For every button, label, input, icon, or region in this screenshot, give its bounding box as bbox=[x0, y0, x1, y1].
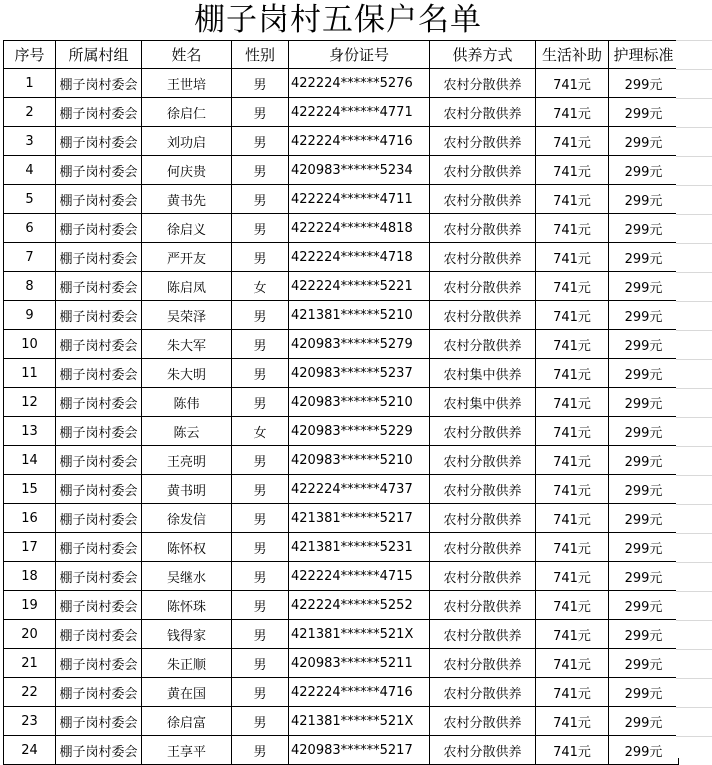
cell-care[interactable]: 299元 bbox=[609, 127, 679, 156]
gridline bbox=[676, 678, 712, 679]
gridline bbox=[676, 649, 712, 650]
table-row bbox=[4, 98, 679, 127]
cell-village[interactable]: 棚子岗村委会 bbox=[56, 301, 142, 330]
table-row bbox=[4, 243, 679, 272]
cell-care[interactable]: 299元 bbox=[609, 707, 679, 736]
cell-support[interactable]: 农村分散供养 bbox=[430, 736, 536, 765]
cell-village[interactable]: 棚子岗村委会 bbox=[56, 707, 142, 736]
cell-subsidy[interactable]: 741元 bbox=[536, 678, 609, 707]
cell-support[interactable]: 农村分散供养 bbox=[430, 272, 536, 301]
table-row bbox=[4, 620, 679, 649]
table-row bbox=[4, 504, 679, 533]
gridline bbox=[676, 533, 712, 534]
cell-support[interactable]: 农村集中供养 bbox=[430, 359, 536, 388]
cell-support[interactable]: 农村分散供养 bbox=[430, 446, 536, 475]
header-name[interactable]: 姓名 bbox=[142, 41, 232, 69]
cell-village[interactable]: 棚子岗村委会 bbox=[56, 243, 142, 272]
cell-village[interactable]: 棚子岗村委会 bbox=[56, 533, 142, 562]
cell-care[interactable]: 299元 bbox=[609, 678, 679, 707]
cell-id[interactable]: 420983******5211 bbox=[289, 649, 430, 678]
cell-care[interactable]: 299元 bbox=[609, 417, 679, 446]
cell-support[interactable]: 农村分散供养 bbox=[430, 620, 536, 649]
table-row bbox=[4, 388, 679, 417]
cell-gender[interactable]: 男 bbox=[232, 475, 289, 504]
cell-village[interactable]: 棚子岗村委会 bbox=[56, 127, 142, 156]
gridline bbox=[676, 243, 712, 244]
cell-name[interactable]: 朱大军 bbox=[142, 330, 232, 359]
cell-gender[interactable]: 男 bbox=[232, 243, 289, 272]
cell-village[interactable]: 棚子岗村委会 bbox=[56, 359, 142, 388]
cell-name[interactable]: 何庆贵 bbox=[142, 156, 232, 185]
cell-village[interactable]: 棚子岗村委会 bbox=[56, 417, 142, 446]
empty-column-area bbox=[676, 0, 712, 758]
cell-id[interactable]: 420983******5237 bbox=[289, 359, 430, 388]
cell-support[interactable]: 农村分散供养 bbox=[430, 707, 536, 736]
cell-id[interactable]: 421381******5231 bbox=[289, 533, 430, 562]
table-row bbox=[4, 330, 679, 359]
cell-care[interactable]: 299元 bbox=[609, 301, 679, 330]
cell-name[interactable]: 徐发信 bbox=[142, 504, 232, 533]
cell-village[interactable]: 棚子岗村委会 bbox=[56, 185, 142, 214]
cell-seq[interactable]: 6 bbox=[4, 214, 56, 243]
cell-subsidy[interactable]: 741元 bbox=[536, 243, 609, 272]
cell-subsidy[interactable]: 741元 bbox=[536, 301, 609, 330]
cell-village[interactable]: 棚子岗村委会 bbox=[56, 98, 142, 127]
cell-care[interactable]: 299元 bbox=[609, 446, 679, 475]
cell-subsidy[interactable]: 741元 bbox=[536, 417, 609, 446]
cell-name[interactable]: 朱大明 bbox=[142, 359, 232, 388]
cell-village[interactable]: 棚子岗村委会 bbox=[56, 272, 142, 301]
cell-subsidy[interactable]: 741元 bbox=[536, 475, 609, 504]
gridline bbox=[676, 446, 712, 447]
table-row bbox=[4, 185, 679, 214]
cell-subsidy[interactable]: 741元 bbox=[536, 591, 609, 620]
cell-village[interactable]: 棚子岗村委会 bbox=[56, 504, 142, 533]
header-seq[interactable]: 序号 bbox=[4, 41, 56, 69]
table-row bbox=[4, 707, 679, 736]
cell-care[interactable]: 299元 bbox=[609, 620, 679, 649]
header-care[interactable]: 护理标准 bbox=[609, 41, 679, 69]
cell-village[interactable]: 棚子岗村委会 bbox=[56, 678, 142, 707]
cell-support[interactable]: 农村分散供养 bbox=[430, 678, 536, 707]
cell-gender[interactable]: 男 bbox=[232, 301, 289, 330]
gridline bbox=[676, 69, 712, 70]
table-row bbox=[4, 69, 679, 98]
cell-seq[interactable]: 2 bbox=[4, 98, 56, 127]
cell-id[interactable]: 422224******5221 bbox=[289, 272, 430, 301]
table-row bbox=[4, 736, 679, 765]
cell-support[interactable]: 农村分散供养 bbox=[430, 243, 536, 272]
cell-gender[interactable]: 男 bbox=[232, 533, 289, 562]
cell-seq[interactable]: 5 bbox=[4, 185, 56, 214]
cell-support[interactable]: 农村分散供养 bbox=[430, 591, 536, 620]
cell-subsidy[interactable]: 741元 bbox=[536, 330, 609, 359]
header-support[interactable]: 供养方式 bbox=[430, 41, 536, 69]
cell-subsidy[interactable]: 741元 bbox=[536, 185, 609, 214]
cell-name[interactable]: 陈云 bbox=[142, 417, 232, 446]
cell-support[interactable]: 农村分散供养 bbox=[430, 330, 536, 359]
cell-name[interactable]: 陈启凤 bbox=[142, 272, 232, 301]
cell-subsidy[interactable]: 741元 bbox=[536, 98, 609, 127]
cell-support[interactable]: 农村分散供养 bbox=[430, 127, 536, 156]
cell-support[interactable]: 农村分散供养 bbox=[430, 185, 536, 214]
cell-village[interactable]: 棚子岗村委会 bbox=[56, 649, 142, 678]
cell-care[interactable]: 299元 bbox=[609, 69, 679, 98]
table-row bbox=[4, 591, 679, 620]
cell-gender[interactable]: 男 bbox=[232, 156, 289, 185]
table-row bbox=[4, 562, 679, 591]
cell-support[interactable]: 农村分散供养 bbox=[430, 156, 536, 185]
cell-seq[interactable]: 21 bbox=[4, 649, 56, 678]
table-row bbox=[4, 127, 679, 156]
cell-id[interactable]: 422224******4718 bbox=[289, 243, 430, 272]
cell-gender[interactable]: 男 bbox=[232, 330, 289, 359]
cell-care[interactable]: 299元 bbox=[609, 272, 679, 301]
gridline bbox=[676, 98, 712, 99]
table-row bbox=[4, 301, 679, 330]
cell-care[interactable]: 299元 bbox=[609, 504, 679, 533]
cell-village[interactable]: 棚子岗村委会 bbox=[56, 562, 142, 591]
gridline bbox=[676, 417, 712, 418]
table-row bbox=[4, 272, 679, 301]
cell-id[interactable]: 420983******5229 bbox=[289, 417, 430, 446]
cell-gender[interactable]: 男 bbox=[232, 707, 289, 736]
cell-id[interactable]: 422224******5276 bbox=[289, 69, 430, 98]
cell-name[interactable]: 黄书明 bbox=[142, 475, 232, 504]
cell-name[interactable]: 徐启富 bbox=[142, 707, 232, 736]
cell-support[interactable]: 农村集中供养 bbox=[430, 388, 536, 417]
table-row bbox=[4, 417, 679, 446]
header-subsidy[interactable]: 生活补助 bbox=[536, 41, 609, 69]
cell-care[interactable]: 299元 bbox=[609, 330, 679, 359]
cell-seq[interactable]: 9 bbox=[4, 301, 56, 330]
cell-id[interactable]: 422224******5252 bbox=[289, 591, 430, 620]
header-row bbox=[4, 41, 679, 69]
cell-village[interactable]: 棚子岗村委会 bbox=[56, 446, 142, 475]
cell-subsidy[interactable]: 741元 bbox=[536, 359, 609, 388]
cell-gender[interactable]: 女 bbox=[232, 417, 289, 446]
cell-subsidy[interactable]: 741元 bbox=[536, 127, 609, 156]
cell-gender[interactable]: 男 bbox=[232, 446, 289, 475]
cell-subsidy[interactable]: 741元 bbox=[536, 214, 609, 243]
cell-village[interactable]: 棚子岗村委会 bbox=[56, 330, 142, 359]
cell-gender[interactable]: 男 bbox=[232, 591, 289, 620]
cell-support[interactable]: 农村分散供养 bbox=[430, 417, 536, 446]
cell-id[interactable]: 421381******5217 bbox=[289, 504, 430, 533]
cell-id[interactable]: 420983******5210 bbox=[289, 446, 430, 475]
cell-seq[interactable]: 12 bbox=[4, 388, 56, 417]
gridline bbox=[676, 185, 712, 186]
cell-id[interactable]: 422224******4771 bbox=[289, 98, 430, 127]
cell-name[interactable]: 黄在国 bbox=[142, 678, 232, 707]
cell-seq[interactable]: 3 bbox=[4, 127, 56, 156]
cell-name[interactable]: 严开友 bbox=[142, 243, 232, 272]
cell-id[interactable]: 421381******5210 bbox=[289, 301, 430, 330]
cell-village[interactable]: 棚子岗村委会 bbox=[56, 736, 142, 765]
cell-gender[interactable]: 男 bbox=[232, 127, 289, 156]
cell-seq[interactable]: 20 bbox=[4, 620, 56, 649]
cell-gender[interactable]: 男 bbox=[232, 620, 289, 649]
cell-gender[interactable]: 男 bbox=[232, 562, 289, 591]
cell-support[interactable]: 农村分散供养 bbox=[430, 475, 536, 504]
sheet-title[interactable]: 棚子岗村五保户名单 bbox=[194, 2, 482, 38]
cell-care[interactable]: 299元 bbox=[609, 388, 679, 417]
cell-seq[interactable]: 24 bbox=[4, 736, 56, 765]
cell-support[interactable]: 农村分散供养 bbox=[430, 562, 536, 591]
cell-village[interactable]: 棚子岗村委会 bbox=[56, 620, 142, 649]
table-row bbox=[4, 214, 679, 243]
cell-subsidy[interactable]: 741元 bbox=[536, 649, 609, 678]
cell-gender[interactable]: 男 bbox=[232, 359, 289, 388]
cell-seq[interactable]: 13 bbox=[4, 417, 56, 446]
gridline bbox=[676, 330, 712, 331]
cell-id[interactable]: 420983******5279 bbox=[289, 330, 430, 359]
cell-name[interactable]: 徐启义 bbox=[142, 214, 232, 243]
cell-subsidy[interactable]: 741元 bbox=[536, 446, 609, 475]
cell-gender[interactable]: 女 bbox=[232, 272, 289, 301]
gridline bbox=[676, 475, 712, 476]
cell-support[interactable]: 农村分散供养 bbox=[430, 301, 536, 330]
cell-support[interactable]: 农村分散供养 bbox=[430, 98, 536, 127]
cell-subsidy[interactable]: 741元 bbox=[536, 504, 609, 533]
cell-subsidy[interactable]: 741元 bbox=[536, 388, 609, 417]
cell-care[interactable]: 299元 bbox=[609, 591, 679, 620]
cell-id[interactable]: 422224******4711 bbox=[289, 185, 430, 214]
cell-id[interactable]: 420983******5217 bbox=[289, 736, 430, 765]
cell-name[interactable]: 王享平 bbox=[142, 736, 232, 765]
cell-name[interactable]: 王世培 bbox=[142, 69, 232, 98]
table-row bbox=[4, 156, 679, 185]
cell-subsidy[interactable]: 741元 bbox=[536, 69, 609, 98]
cell-seq[interactable]: 7 bbox=[4, 243, 56, 272]
cell-id[interactable]: 422224******4716 bbox=[289, 678, 430, 707]
gridline bbox=[676, 562, 712, 563]
cell-name[interactable]: 陈伟 bbox=[142, 388, 232, 417]
cell-seq[interactable]: 14 bbox=[4, 446, 56, 475]
cell-id[interactable]: 421381******521X bbox=[289, 707, 430, 736]
cell-subsidy[interactable]: 741元 bbox=[536, 272, 609, 301]
header-id[interactable]: 身份证号 bbox=[289, 41, 430, 69]
cell-care[interactable]: 299元 bbox=[609, 475, 679, 504]
table-row bbox=[4, 649, 679, 678]
cell-gender[interactable]: 男 bbox=[232, 388, 289, 417]
cell-subsidy[interactable]: 741元 bbox=[536, 707, 609, 736]
cell-name[interactable]: 徐启仁 bbox=[142, 98, 232, 127]
cell-care[interactable]: 299元 bbox=[609, 98, 679, 127]
cell-village[interactable]: 棚子岗村委会 bbox=[56, 591, 142, 620]
cell-id[interactable]: 420983******5210 bbox=[289, 388, 430, 417]
table-body bbox=[4, 69, 679, 765]
cell-care[interactable]: 299元 bbox=[609, 649, 679, 678]
cell-name[interactable]: 朱正顺 bbox=[142, 649, 232, 678]
cell-seq[interactable]: 8 bbox=[4, 272, 56, 301]
cell-village[interactable]: 棚子岗村委会 bbox=[56, 214, 142, 243]
cell-id[interactable]: 421381******521X bbox=[289, 620, 430, 649]
cell-seq[interactable]: 11 bbox=[4, 359, 56, 388]
cell-care[interactable]: 299元 bbox=[609, 736, 679, 765]
cell-seq[interactable]: 15 bbox=[4, 475, 56, 504]
cell-village[interactable]: 棚子岗村委会 bbox=[56, 69, 142, 98]
table-row bbox=[4, 475, 679, 504]
gridline bbox=[676, 707, 712, 708]
cell-name[interactable]: 黄书先 bbox=[142, 185, 232, 214]
cell-name[interactable]: 陈怀权 bbox=[142, 533, 232, 562]
table-row bbox=[4, 678, 679, 707]
cell-id[interactable]: 422224******4715 bbox=[289, 562, 430, 591]
cell-care[interactable]: 299元 bbox=[609, 562, 679, 591]
cell-name[interactable]: 陈怀珠 bbox=[142, 591, 232, 620]
header-gender[interactable]: 性别 bbox=[232, 41, 289, 69]
cell-support[interactable]: 农村分散供养 bbox=[430, 533, 536, 562]
cell-gender[interactable]: 男 bbox=[232, 214, 289, 243]
cell-id[interactable]: 422224******4716 bbox=[289, 127, 430, 156]
cell-name[interactable]: 刘功启 bbox=[142, 127, 232, 156]
gridline bbox=[676, 272, 712, 273]
cell-seq[interactable]: 18 bbox=[4, 562, 56, 591]
cell-care[interactable]: 299元 bbox=[609, 156, 679, 185]
cell-subsidy[interactable]: 741元 bbox=[536, 156, 609, 185]
table-row bbox=[4, 533, 679, 562]
cell-gender[interactable]: 男 bbox=[232, 736, 289, 765]
cell-care[interactable]: 299元 bbox=[609, 185, 679, 214]
cell-id[interactable]: 420983******5234 bbox=[289, 156, 430, 185]
cell-name[interactable]: 吴继水 bbox=[142, 562, 232, 591]
gridline bbox=[676, 591, 712, 592]
gridline bbox=[676, 388, 712, 389]
cell-seq[interactable]: 10 bbox=[4, 330, 56, 359]
cell-name[interactable]: 王亮明 bbox=[142, 446, 232, 475]
cell-seq[interactable]: 16 bbox=[4, 504, 56, 533]
cell-subsidy[interactable]: 741元 bbox=[536, 562, 609, 591]
cell-gender[interactable]: 男 bbox=[232, 69, 289, 98]
cell-support[interactable]: 农村分散供养 bbox=[430, 69, 536, 98]
cell-care[interactable]: 299元 bbox=[609, 243, 679, 272]
gridline bbox=[676, 40, 712, 41]
gridline bbox=[676, 127, 712, 128]
cell-gender[interactable]: 男 bbox=[232, 678, 289, 707]
cell-name[interactable]: 吴荣泽 bbox=[142, 301, 232, 330]
gridline bbox=[676, 301, 712, 302]
roster-table bbox=[3, 40, 679, 765]
cell-care[interactable]: 299元 bbox=[609, 359, 679, 388]
table-row bbox=[4, 359, 679, 388]
cell-seq[interactable]: 1 bbox=[4, 69, 56, 98]
cell-name[interactable]: 钱得家 bbox=[142, 620, 232, 649]
cell-village[interactable]: 棚子岗村委会 bbox=[56, 156, 142, 185]
gridline bbox=[676, 620, 712, 621]
cell-village[interactable]: 棚子岗村委会 bbox=[56, 475, 142, 504]
gridline bbox=[676, 214, 712, 215]
cell-seq[interactable]: 17 bbox=[4, 533, 56, 562]
gridline bbox=[676, 736, 712, 737]
cell-subsidy[interactable]: 741元 bbox=[536, 736, 609, 765]
cell-gender[interactable]: 男 bbox=[232, 504, 289, 533]
gridline bbox=[676, 504, 712, 505]
cell-support[interactable]: 农村分散供养 bbox=[430, 649, 536, 678]
cell-seq[interactable]: 22 bbox=[4, 678, 56, 707]
cell-id[interactable]: 422224******4737 bbox=[289, 475, 430, 504]
cell-subsidy[interactable]: 741元 bbox=[536, 620, 609, 649]
header-village[interactable]: 所属村组 bbox=[56, 41, 142, 69]
cell-seq[interactable]: 4 bbox=[4, 156, 56, 185]
cell-gender[interactable]: 男 bbox=[232, 98, 289, 127]
cell-subsidy[interactable]: 741元 bbox=[536, 533, 609, 562]
cell-village[interactable]: 棚子岗村委会 bbox=[56, 388, 142, 417]
cell-support[interactable]: 农村分散供养 bbox=[430, 214, 536, 243]
gridline bbox=[676, 359, 712, 360]
cell-seq[interactable]: 19 bbox=[4, 591, 56, 620]
cell-gender[interactable]: 男 bbox=[232, 185, 289, 214]
cell-id[interactable]: 422224******4818 bbox=[289, 214, 430, 243]
gridline bbox=[676, 156, 712, 157]
cell-gender[interactable]: 男 bbox=[232, 649, 289, 678]
cell-support[interactable]: 农村分散供养 bbox=[430, 504, 536, 533]
cell-care[interactable]: 299元 bbox=[609, 214, 679, 243]
cell-care[interactable]: 299元 bbox=[609, 533, 679, 562]
table-row bbox=[4, 446, 679, 475]
cell-seq[interactable]: 23 bbox=[4, 707, 56, 736]
